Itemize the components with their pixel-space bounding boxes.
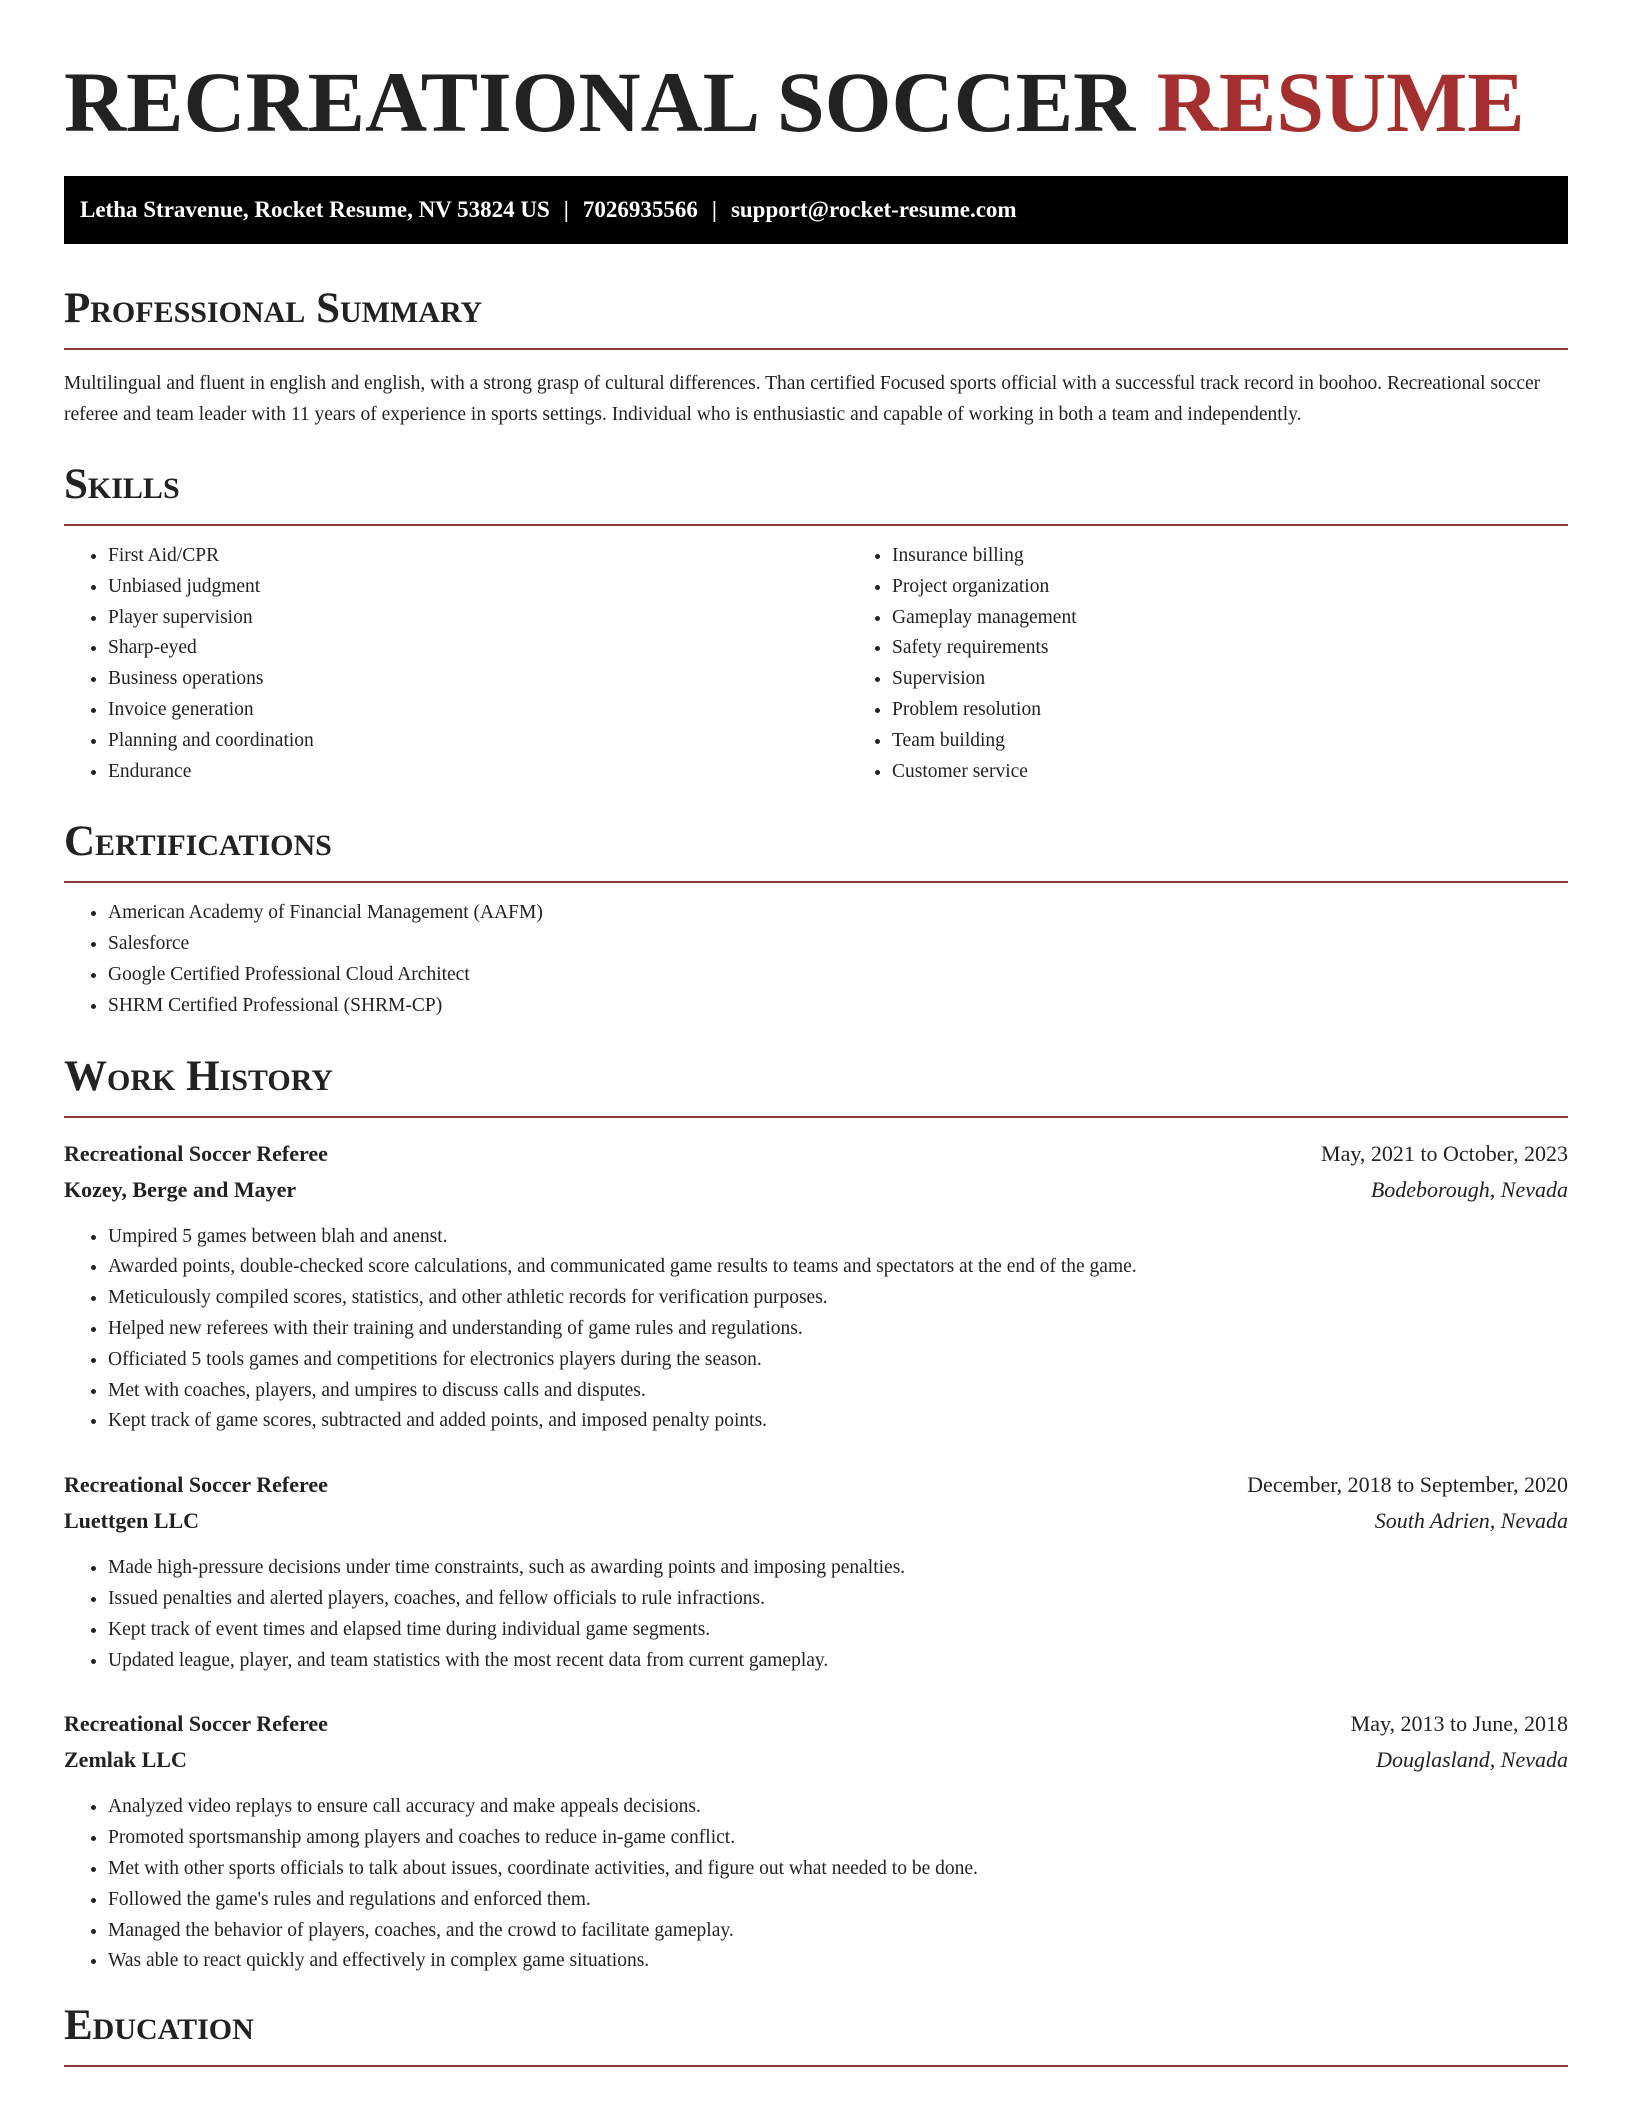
job-duty-item: • Officiated 5 tools games and competitions for electronics players during the season. xyxy=(108,1345,1568,1376)
work-history-heading: Work History xyxy=(64,1052,1568,1118)
job-duty-item: • Met with coaches, players, and umpires to discuss calls and disputes. xyxy=(108,1376,1568,1407)
skills-section xyxy=(64,460,1568,787)
skills-list-right xyxy=(848,541,1568,787)
job-header xyxy=(64,1136,1568,1172)
job-location: South Adrien, Nevada xyxy=(1374,1508,1568,1534)
title-main: RECREATIONAL SOCCER xyxy=(64,54,1136,150)
skill-item: • Team building xyxy=(892,726,1568,757)
job-company: Luettgen LLC xyxy=(64,1508,200,1534)
skill-item: • Project organization xyxy=(892,572,1568,603)
certifications-section xyxy=(64,817,1568,1021)
job-duty-item: • Managed the behavior of players, coaches, and the crowd to facilitate gameplay. xyxy=(108,1916,1568,1947)
job-duty-item: • Meticulously compiled scores, statistics, and other athletic records for verification purposes. xyxy=(108,1283,1568,1314)
job-duty-item: • Analyzed video replays to ensure call accuracy and make appeals decisions. xyxy=(108,1792,1568,1823)
skill-item: • Sharp-eyed xyxy=(108,633,848,664)
job-duty-item: • Met with other sports officials to talk about issues, coordinate activities, and figure out what needed to be done. xyxy=(108,1854,1568,1885)
job-duties xyxy=(64,1222,1568,1438)
skills-grid xyxy=(64,526,1568,787)
certifications-heading: Certifications xyxy=(64,817,1568,883)
job-header xyxy=(64,1467,1568,1503)
certification-item: • Google Certified Professional Cloud Architect xyxy=(108,960,1568,991)
skill-item: • Business operations xyxy=(108,664,848,695)
job-dates: May, 2021 to October, 2023 xyxy=(1321,1140,1568,1166)
certification-item: • SHRM Certified Professional (SHRM-CP) xyxy=(108,991,1568,1022)
job-duty-item: • Issued penalties and alerted players, coaches, and fellow officials to rule infractions. xyxy=(108,1584,1568,1615)
job-duty-item: • Made high-pressure decisions under time constraints, such as awarding points and imposing penalties. xyxy=(108,1553,1568,1584)
contact-address: Letha Stravenue, Rocket Resume, NV 53824 US xyxy=(80,197,550,222)
job-location: Bodeborough, Nevada xyxy=(1370,1176,1568,1202)
job-title: Recreational Soccer Referee xyxy=(64,1711,328,1737)
skill-item: • Gameplay management xyxy=(892,603,1568,634)
job-duty-item: • Awarded points, double-checked score calculations, and communicated game results to teams and spectators at the end of the game. xyxy=(108,1252,1568,1283)
education-heading: Education xyxy=(64,2001,1568,2067)
skills-heading: Skills xyxy=(64,460,1568,526)
contact-separator: | xyxy=(711,197,717,222)
contact-separator: | xyxy=(563,197,569,222)
job-duty-item: • Helped new referees with their training and understanding of game rules and regulations. xyxy=(108,1314,1568,1345)
job-duty-item: • Was able to react quickly and effectively in complex game situations. xyxy=(108,1946,1568,1977)
job-entry xyxy=(64,1467,1568,1676)
summary-text: Multilingual and fluent in english and english, with a strong grasp of cultural differences. Than certified Focused sports official with a successful track record in boohoo. Recreational soccer referee and team leader with 11 years of experience in sports settings. Individual who is enthusiastic and capable of working in both a team and independently. xyxy=(64,373,1541,425)
job-entry xyxy=(64,1136,1568,1438)
summary-heading: Professional Summary xyxy=(64,284,1568,350)
job-entry xyxy=(64,1706,1568,1977)
work-history-section xyxy=(64,1052,1568,1978)
job-duty-item: • Updated league, player, and team statistics with the most recent data from current gameplay. xyxy=(108,1646,1568,1677)
job-title: Recreational Soccer Referee xyxy=(64,1472,328,1498)
job-subheader xyxy=(64,1742,1568,1778)
certifications-list xyxy=(64,898,1568,1021)
job-title: Recreational Soccer Referee xyxy=(64,1140,328,1166)
job-dates: December, 2018 to September, 2020 xyxy=(1247,1472,1568,1498)
job-dates: May, 2013 to June, 2018 xyxy=(1350,1711,1568,1737)
certification-item: • American Academy of Financial Management (AAFM) xyxy=(108,898,1568,929)
contact-phone: 7026935566 xyxy=(582,197,698,222)
job-duty-item: • Followed the game's rules and regulations and enforced them. xyxy=(108,1885,1568,1916)
skill-item: • First Aid/CPR xyxy=(108,541,848,572)
skill-item: • Invoice generation xyxy=(108,695,848,726)
job-duties xyxy=(64,1792,1568,1977)
job-company: Kozey, Berge and Mayer xyxy=(64,1176,297,1202)
skill-item: • Player supervision xyxy=(108,603,848,634)
title-accent: RESUME xyxy=(1156,54,1525,150)
skill-item: • Planning and coordination xyxy=(108,726,848,757)
job-header xyxy=(64,1706,1568,1742)
skill-item: • Safety requirements xyxy=(892,633,1568,664)
job-duty-item: • Promoted sportsmanship among players and coaches to reduce in-game conflict. xyxy=(108,1823,1568,1854)
job-company: Zemlak LLC xyxy=(64,1747,187,1773)
skill-item: • Endurance xyxy=(108,757,848,788)
skill-item: • Unbiased judgment xyxy=(108,572,848,603)
job-subheader xyxy=(64,1503,1568,1539)
job-duty-item: • Kept track of event times and elapsed time during individual game segments. xyxy=(108,1615,1568,1646)
job-location: Douglasland, Nevada xyxy=(1376,1747,1568,1773)
skills-list-left xyxy=(64,541,848,787)
skill-item: • Supervision xyxy=(892,664,1568,695)
resume-title xyxy=(64,0,1568,152)
contact-bar xyxy=(64,176,1568,244)
skill-item: • Insurance billing xyxy=(892,541,1568,572)
job-subheader xyxy=(64,1172,1568,1208)
skill-item: • Customer service xyxy=(892,757,1568,788)
job-duty-item: • Umpired 5 games between blah and anenst. xyxy=(108,1222,1568,1253)
job-duties xyxy=(64,1553,1568,1676)
certification-item: • Salesforce xyxy=(108,929,1568,960)
contact-email: support@rocket-resume.com xyxy=(730,197,1017,222)
job-duty-item: • Kept track of game scores, subtracted and added points, and imposed penalty points. xyxy=(108,1406,1568,1437)
skill-item: • Problem resolution xyxy=(892,695,1568,726)
